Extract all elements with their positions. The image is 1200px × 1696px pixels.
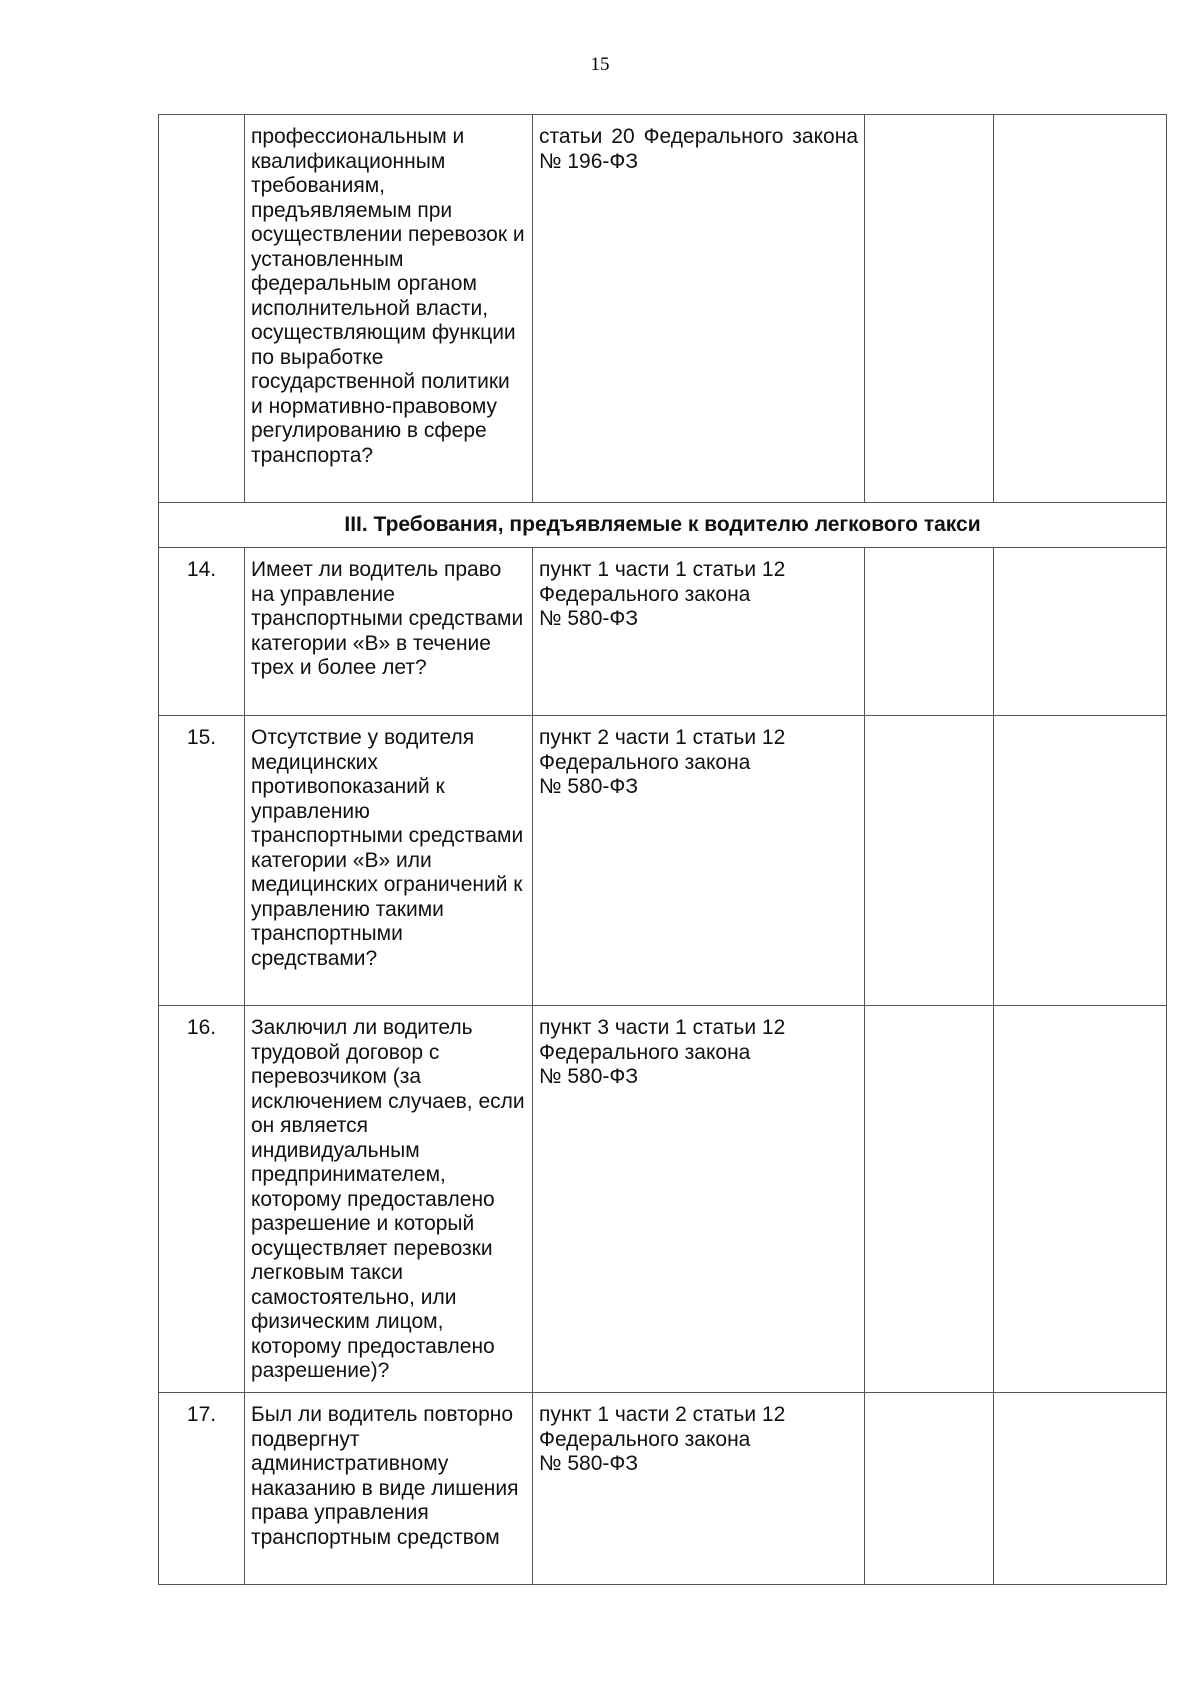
empty-cell	[994, 1393, 1167, 1585]
row-number: 16.	[159, 1006, 245, 1393]
row-number: 15.	[159, 716, 245, 1006]
section-header-row	[159, 503, 1167, 548]
page-number: 15	[590, 54, 610, 75]
table-row	[159, 1006, 1167, 1393]
empty-cell	[994, 716, 1167, 1006]
requirements-table	[158, 114, 1167, 1585]
section-header: III. Требования, предъявляемые к водителю легкового такси	[159, 503, 1167, 548]
empty-cell	[865, 1006, 994, 1393]
question-cell: Заключил ли водитель трудовой договор с перевозчиком (за исключением случаев, если он является индивидуальным предпринимателем, которому предоставлено разрешение и который осуществляет перевозки легковым такси самостоятельно, или физическим лицом, которому предоставлено разрешение)?	[245, 1006, 533, 1393]
reference-cell: пункт 1 части 2 статьи 12 Федерального закона № 580-ФЗ	[533, 1393, 865, 1585]
table-row	[159, 716, 1167, 1006]
empty-cell	[994, 548, 1167, 716]
empty-cell	[865, 548, 994, 716]
question-cell: профессиональным и квалификационным требованиям, предъявляемым при осуществлении перевозок и установленным федеральным органом исполнительной власти, осуществляющим функции по выработке государственной политики и нормативно-правовому регулированию в сфере транспорта?	[245, 115, 533, 503]
question-cell: Был ли водитель повторно подвергнут административному наказанию в виде лишения права управления транспортным средством	[245, 1393, 533, 1585]
reference-cell: пункт 2 части 1 статьи 12 Федерального закона № 580-ФЗ	[533, 716, 865, 1006]
question-cell: Отсутствие у водителя медицинских противопоказаний к управлению транспортными средствами категории «В» или медицинских ограничений к управлению такими транспортными средствами?	[245, 716, 533, 1006]
empty-cell	[994, 1006, 1167, 1393]
empty-cell	[865, 716, 994, 1006]
reference-cell: пункт 1 части 1 статьи 12 Федерального закона № 580-ФЗ	[533, 548, 865, 716]
question-cell: Имеет ли водитель право на управление транспортными средствами категории «В» в течение трех и более лет?	[245, 548, 533, 716]
table-row	[159, 1393, 1167, 1585]
row-number: 14.	[159, 548, 245, 716]
empty-cell	[865, 1393, 994, 1585]
row-number	[159, 115, 245, 503]
empty-cell	[994, 115, 1167, 503]
reference-cell: статьи 20 Федерального закона № 196-ФЗ	[533, 115, 865, 503]
reference-cell: пункт 3 части 1 статьи 12 Федерального закона № 580-ФЗ	[533, 1006, 865, 1393]
row-number: 17.	[159, 1393, 245, 1585]
empty-cell	[865, 115, 994, 503]
table-row	[159, 548, 1167, 716]
table-row	[159, 115, 1167, 503]
